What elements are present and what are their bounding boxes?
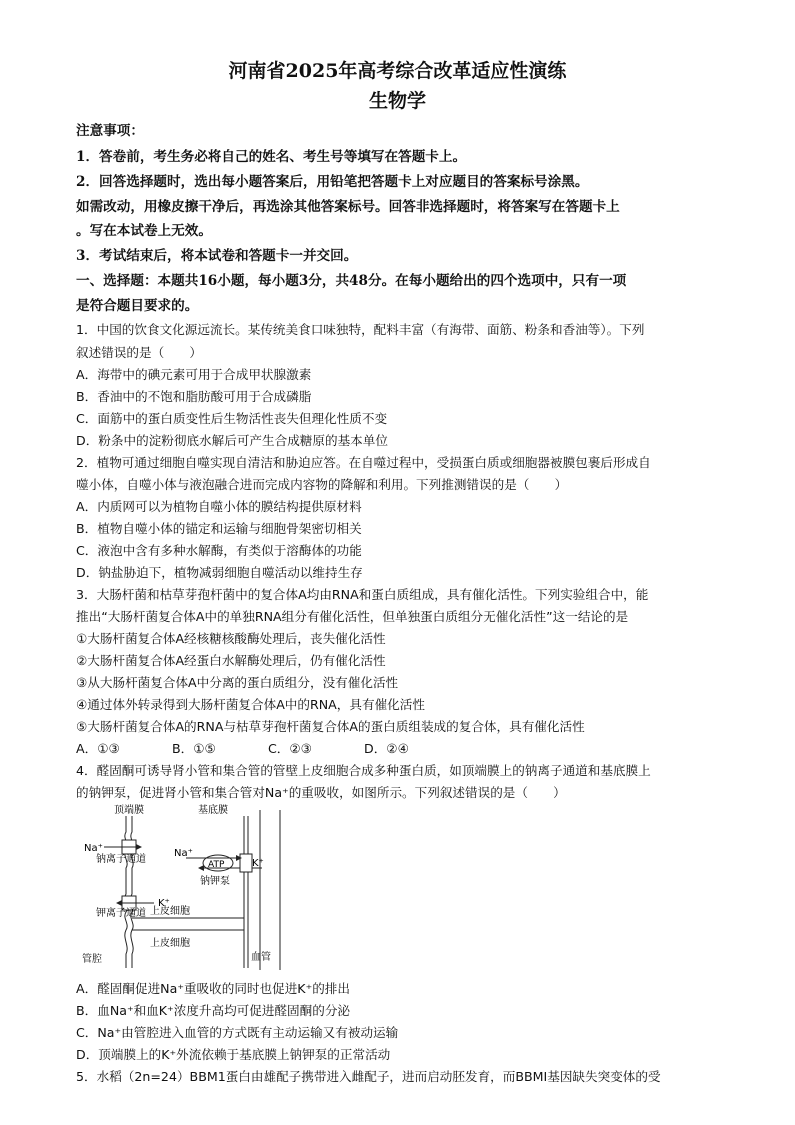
section-1-heading-cont: 是符合题目要求的。 <box>76 298 199 314</box>
label-lumen: 管腔 <box>82 954 102 965</box>
q3-item-4: ④通过体外转录得到大肠杆菌复合体A中的RNA，具有催化活性 <box>76 697 425 712</box>
q3-item-5: ⑤大肠杆菌复合体A的RNA与枯草芽孢杆菌复合体A的蛋白质组装成的复合体，具有催化活性 <box>76 719 585 734</box>
q5-stem: 5．水稻（2n=24）BBM1蛋白由雄配子携带进入雌配子，进而启动胚发育，而BBMI基因缺失突变体的受 <box>76 1069 661 1084</box>
q2-option-c: C．液泡中含有多种水解酶，有类似于溶酶体的功能 <box>76 543 362 558</box>
q3-stem-cont: 推出“大肠杆菌复合体A中的单独RNA组分有催化活性，但单独蛋白质组分无催化活性”这一结论的是 <box>76 609 629 624</box>
label-na-left: Na⁺ <box>84 843 103 854</box>
notes-heading: 注意事项： <box>76 123 144 139</box>
note-2: 2．回答选择题时，选出每小题答案后，用铅笔把答题卡上对应题目的答案标号涂黑。 <box>76 174 589 190</box>
label-cell-1: 上皮细胞 <box>150 906 190 917</box>
q1-option-b: B．香油中的不饱和脂肪酸可用于合成磷脂 <box>76 389 312 404</box>
note-3: 3．考试结束后，将本试卷和答题卡一并交回。 <box>76 248 358 264</box>
q3-stem: 3．大肠杆菌和枯草芽孢杆菌中的复合体A均由RNA和蛋白质组成，具有催化活性。下列实验组合中，能 <box>76 587 649 602</box>
q2-option-a: A．内质网可以为植物自噬小体的膜结构提供原材料 <box>76 499 362 514</box>
q3-option-c: C．②③ <box>268 741 312 756</box>
label-na-right: Na⁺ <box>174 848 193 859</box>
q4-figure <box>76 802 296 972</box>
q4-stem: 4．醛固酮可诱导肾小管和集合管的管壁上皮细胞合成多种蛋白质，如顶端膜上的钠离子通道和基底膜上 <box>76 763 651 778</box>
q4-stem-cont: 的钠钾泵，促进肾小管和集合管对Na⁺的重吸收，如图所示。下列叙述错误的是（ ） <box>76 785 566 800</box>
exam-title: 河南省2025年高考综合改革适应性演练 <box>228 60 567 82</box>
q3-option-a: A．①③ <box>76 741 120 756</box>
label-basal: 基底膜 <box>198 805 228 816</box>
label-vessel: 血管 <box>251 952 271 963</box>
label-atp: ATP <box>208 860 225 870</box>
cell-boundary <box>132 918 244 930</box>
apical-membrane <box>125 816 133 968</box>
label-pump: 钠钾泵 <box>200 876 230 887</box>
q1-option-c: C．面筋中的蛋白质变性后生物活性丧失但理化性质不变 <box>76 411 388 426</box>
label-apical: 顶端膜 <box>114 805 144 816</box>
q3-option-b: B．①⑤ <box>172 741 216 756</box>
q1-stem-cont: 叙述错误的是（ ） <box>76 345 202 360</box>
q1-stem: 1．中国的饮食文化源远流长。某传统美食口味独特，配料丰富（有海带、面筋、粉条和香油等）。下列 <box>76 322 645 337</box>
q2-stem-cont: 噬小体，自噬小体与液泡融合进而完成内容物的降解和利用。下列推测错误的是（ ） <box>76 477 568 492</box>
q3-item-3: ③从大肠杆菌复合体A中分离的蛋白质组分，没有催化活性 <box>76 675 399 690</box>
sodium-channel <box>104 840 142 854</box>
q3-options <box>76 740 726 758</box>
label-cell-2: 上皮细胞 <box>150 938 190 949</box>
q3-item-2: ②大肠杆菌复合体A经蛋白水解酶处理后，仍有催化活性 <box>76 653 386 668</box>
q4-option-b: B．血Na⁺和血K⁺浓度升高均可促进醛固酮的分泌 <box>76 1003 351 1018</box>
basal-membrane <box>244 810 280 970</box>
q2-option-d: D．钠盐胁迫下，植物减弱细胞自噬活动以维持生存 <box>76 565 363 580</box>
q4-option-c: C．Na⁺由管腔进入血管的方式既有主动运输又有被动运输 <box>76 1025 399 1040</box>
note-1: 1．答卷前，考生务必将自己的姓名、考生号等填写在答题卡上。 <box>76 149 467 165</box>
note-2-cont: 如需改动，用橡皮擦干净后，再选涂其他答案标号。回答非选择题时，将答案写在答题卡上 <box>76 199 620 215</box>
q3-item-1: ①大肠杆菌复合体A经核糖核酸酶处理后，丧失催化活性 <box>76 631 386 646</box>
q1-option-d: D．粉条中的淀粉彻底水解后可产生合成糖原的基本单位 <box>76 433 388 448</box>
q3-option-d: D．②④ <box>364 741 409 756</box>
label-k-channel: 钾离子通道 <box>96 908 146 919</box>
section-1-heading: 一、选择题：本题共16小题，每小题3分，共48分。在每小题给出的四个选项中，只有一项 <box>76 273 627 289</box>
exam-subject: 生物学 <box>368 90 426 112</box>
q4-option-a: A．醛固酮促进Na⁺重吸收的同时也促进K⁺的排出 <box>76 981 350 996</box>
label-na-channel: 钠离子通道 <box>96 854 146 865</box>
q2-option-b: B．植物自噬小体的锚定和运输与细胞骨架密切相关 <box>76 521 362 536</box>
q1-option-a: A．海带中的碘元素可用于合成甲状腺激素 <box>76 367 312 382</box>
label-k-left: K⁺ <box>158 898 170 909</box>
label-k-right: K⁺ <box>252 858 264 869</box>
note-2-end: 。写在本试卷上无效。 <box>76 223 212 239</box>
q4-option-d: D．顶端膜上的K⁺外流依赖于基底膜上钠钾泵的正常活动 <box>76 1047 391 1062</box>
q2-stem: 2．植物可通过细胞自噬实现自清洁和胁迫应答。在自噬过程中，受损蛋白质或细胞器被膜包裹后形成自 <box>76 455 651 470</box>
